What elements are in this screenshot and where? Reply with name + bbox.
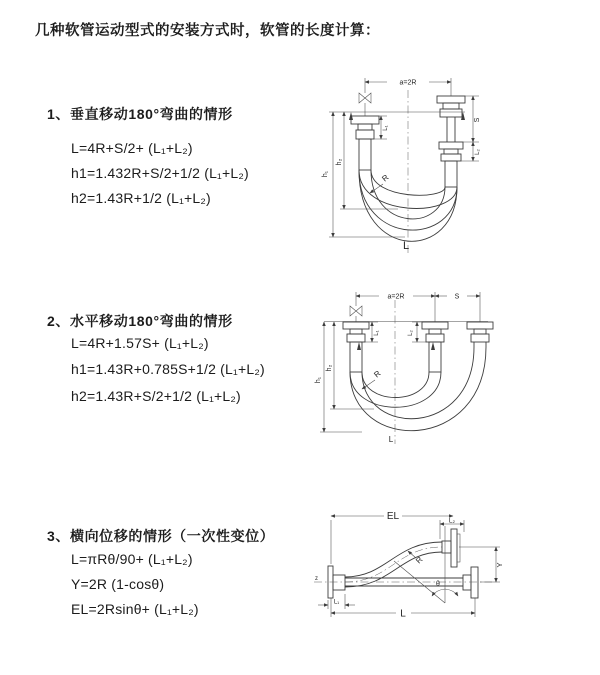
radius-label: R	[380, 172, 391, 184]
section-1-formula-h2: h2=1.43R+1/2 (L₁+L₂)	[71, 190, 211, 206]
dim-label-a2r: a=2R	[387, 293, 405, 301]
dim-label-h1: h₁	[322, 170, 329, 178]
up-arrow-middle	[431, 342, 435, 350]
radius-callout	[408, 551, 425, 565]
length-label: L	[388, 435, 394, 444]
dimension-l2	[408, 322, 426, 342]
dimension-l1	[363, 322, 380, 342]
dim-label-l1: L₁	[374, 330, 380, 336]
section-2-formula-h1: h1=1.43R+0.785S+1/2 (L₁+L₂)	[71, 361, 265, 377]
length-label: L	[402, 240, 410, 252]
right-flange-positions	[437, 96, 465, 187]
radius-label: R	[414, 555, 425, 566]
left-flange	[351, 116, 379, 170]
dimension-h1	[315, 322, 362, 432]
valve-icon	[350, 306, 362, 322]
dim-label-l2: L₂	[475, 149, 481, 155]
section-2-heading: 2、水平移动180°弯曲的情形	[47, 313, 233, 329]
up-arrow-left	[357, 342, 361, 350]
dim-label-s: S	[474, 117, 481, 123]
dim-label-l1: L₁	[333, 599, 340, 606]
dimension-a2r	[356, 292, 480, 322]
section-2-formula-h2: h2=1.43R+S/2+1/2 (L₁+L₂)	[71, 388, 241, 404]
section-1-formula-h1: h1=1.432R+S/2+1/2 (L₁+L₂)	[71, 165, 249, 181]
radius-callout	[362, 369, 383, 389]
left-flange	[343, 322, 369, 372]
valve-icon	[359, 93, 371, 116]
hose-u-bends	[350, 347, 486, 431]
page-title: 几种软管运动型式的安装方式时，软管的长度计算：	[35, 23, 380, 39]
diagram-lateral-displacement	[312, 506, 504, 624]
diagram-vertical-180-bend	[313, 72, 495, 260]
dim-label-s: S	[454, 293, 460, 301]
right-flange-moved	[467, 322, 493, 347]
angle-label: θ	[436, 581, 440, 588]
dim-label-l: L	[400, 608, 406, 620]
dim-label-l2: L₂	[448, 517, 456, 525]
diagram-horizontal-180-bend	[316, 284, 496, 450]
upper-flange	[442, 529, 460, 567]
dim-label-el: EL	[386, 511, 400, 522]
section-3-formula-el: EL=2Rsinθ+ (L₁+L₂)	[71, 601, 199, 617]
section-3-formula-l: L=πRθ/90+ (L₁+L₂)	[71, 551, 193, 567]
middle-flange	[422, 322, 448, 372]
dim-label-h2: h₂	[326, 364, 333, 372]
dim-label-y: Y	[495, 562, 504, 568]
dimension-l1	[318, 594, 355, 609]
section-2-formula-l: L=4R+1.57S+ (L₁+L₂)	[71, 335, 209, 351]
section-1-heading: 1、垂直移动180°弯曲的情形	[47, 106, 233, 122]
dimension-l	[331, 598, 475, 620]
dim-label-h2: h₂	[336, 158, 343, 166]
dim-label-a2r: a=2R	[399, 79, 417, 87]
section-3-heading: 3、横向位移的情形（一次性变位）	[47, 528, 275, 544]
dimension-l2	[440, 518, 464, 540]
dim-label-h1: h₁	[315, 376, 322, 384]
axis-mark-label: z	[315, 576, 318, 582]
s-curve-hose	[345, 542, 442, 587]
dimension-el	[331, 511, 453, 564]
section-3-formula-y: Y=2R (1-cosθ)	[71, 576, 165, 592]
dimension-y	[459, 547, 504, 582]
dim-label-l1: L₁	[383, 125, 389, 131]
lower-right-flange	[463, 567, 478, 598]
dim-label-l2: L₂	[408, 330, 414, 336]
dimension-l1	[373, 116, 389, 139]
dimension-h1	[322, 112, 405, 237]
radius-label: R	[372, 368, 383, 380]
dimension-s	[459, 96, 481, 161]
section-1-formula-l: L=4R+S/2+ (L₁+L₂)	[71, 140, 193, 156]
